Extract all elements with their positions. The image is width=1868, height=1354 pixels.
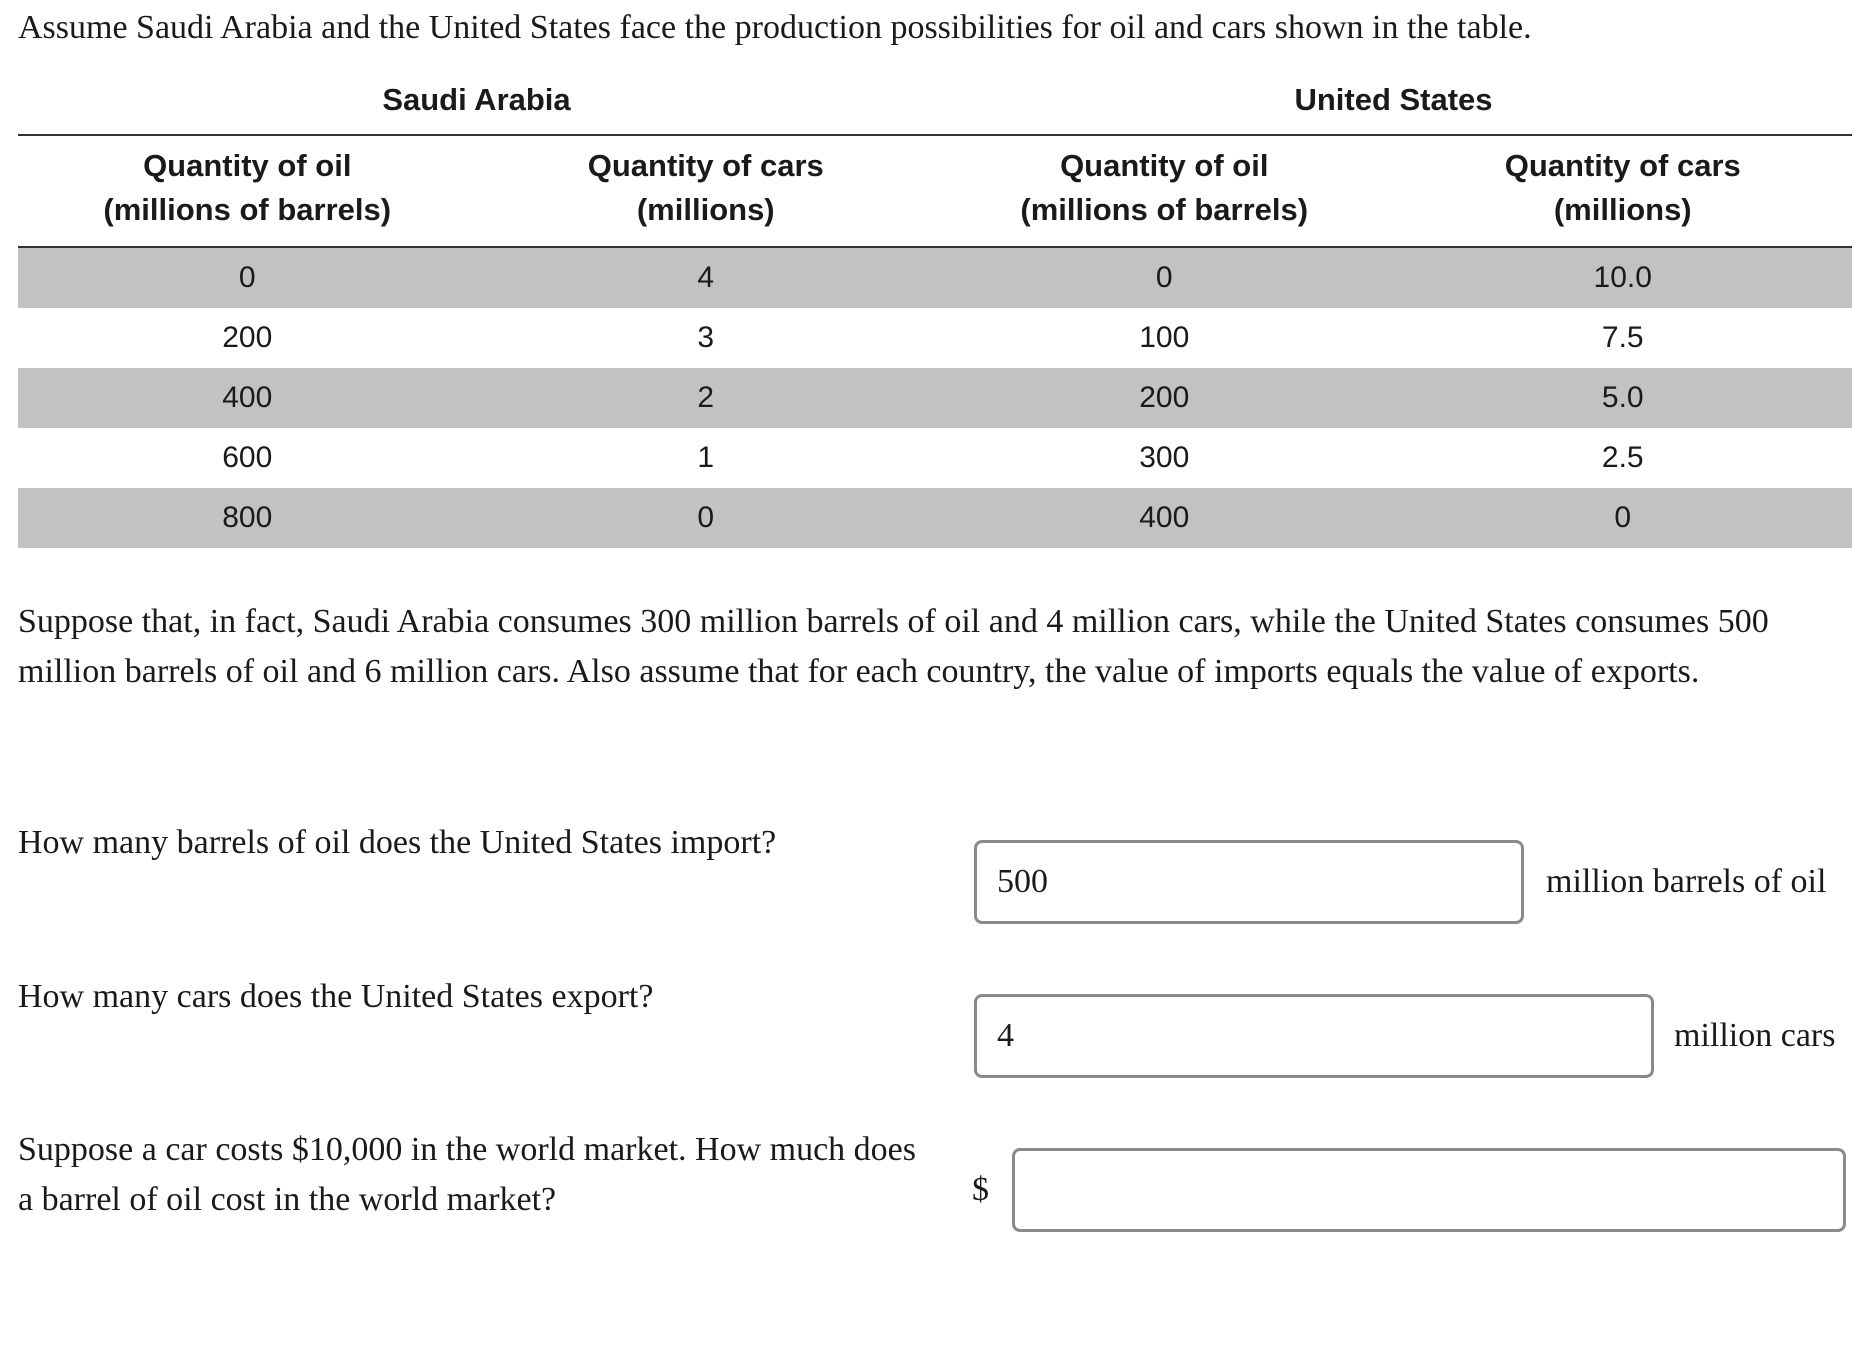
question-us-car-exports: How many cars does the United States export? (18, 978, 654, 1015)
unit-label-oil: million barrels of oil (1546, 863, 1827, 900)
column-header-line: Quantity of cars (1504, 148, 1741, 183)
column-header-us-oil (935, 135, 1394, 247)
table-row (18, 247, 1852, 308)
table-cell: 100 (1139, 321, 1190, 354)
production-possibilities-table (18, 82, 1852, 548)
table-cell: 400 (935, 488, 1394, 548)
country-header-saudi-arabia: Saudi Arabia (18, 82, 935, 135)
table-row (18, 368, 1852, 428)
column-header-line: Quantity of oil (143, 148, 352, 183)
table-cell: 300 (1139, 441, 1190, 474)
table-cell: 2 (477, 368, 936, 428)
table-cell: 400 (18, 368, 477, 428)
column-header-line: Quantity of cars (587, 148, 824, 183)
table-cell: 4 (477, 247, 936, 308)
column-header-line: (millions) (636, 192, 775, 227)
table-cell: 5.0 (1394, 368, 1853, 428)
column-header-line: Quantity of oil (1060, 148, 1269, 183)
column-header-sa-oil (18, 135, 477, 247)
unit-label-cars: million cars (1674, 1017, 1836, 1054)
table-cell: 7.5 (1601, 321, 1644, 354)
dollar-sign-label: $ (972, 1171, 989, 1208)
table-cell: 800 (18, 488, 477, 548)
answer-input-car-exports[interactable] (974, 994, 1654, 1078)
table-cell: 0 (18, 247, 477, 308)
column-header-line: (millions of barrels) (103, 192, 392, 227)
table-cell: 0 (1394, 488, 1853, 548)
intro-text: Assume Saudi Arabia and the United States face the production possibilities for oil and cars shown in the table. (18, 9, 1532, 46)
table-row (18, 428, 1852, 488)
table-cell: 0 (935, 247, 1394, 308)
table-cell: 1 (697, 441, 715, 474)
table-cell: 200 (222, 321, 273, 354)
table-cell: 10.0 (1394, 247, 1853, 308)
table-row (18, 488, 1852, 548)
column-header-sa-cars (477, 135, 936, 247)
table-row (18, 308, 1852, 368)
table-cell: 600 (222, 441, 273, 474)
table-cell: 0 (477, 488, 936, 548)
question-us-oil-imports: How many barrels of oil does the United States import? (18, 824, 777, 861)
table-cell: 200 (935, 368, 1394, 428)
country-header-united-states: United States (935, 82, 1852, 135)
answer-input-oil-imports[interactable] (974, 840, 1524, 924)
table-cell: 2.5 (1601, 441, 1644, 474)
answer-input-oil-price[interactable] (1012, 1148, 1846, 1232)
column-header-us-cars (1394, 135, 1853, 247)
scenario-text: Suppose that, in fact, Saudi Arabia consumes 300 million barrels of oil and 4 million cars, while the United States consumes 500 million barrels of oil and 6 million cars. Also assume that for each country, the value of imports equals the value of exports. (18, 603, 1769, 690)
question-oil-price: Suppose a car costs $10,000 in the world market. How much does a barrel of oil cost in the world market? (18, 1131, 916, 1218)
column-header-line: (millions) (1553, 192, 1692, 227)
column-header-line: (millions of barrels) (1020, 192, 1309, 227)
table-cell: 3 (697, 321, 715, 354)
